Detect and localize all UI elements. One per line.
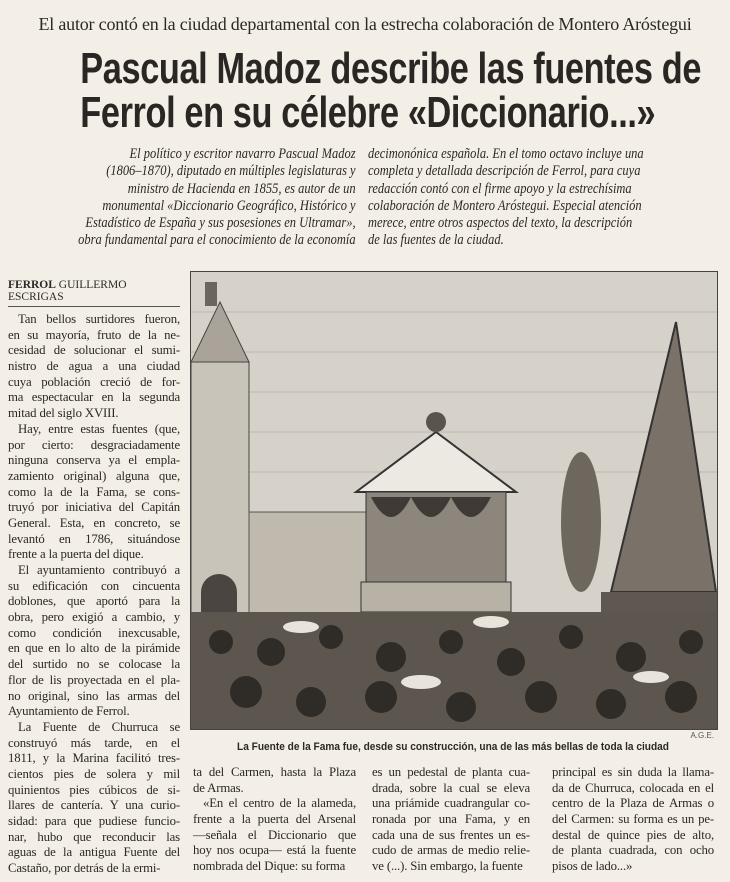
text-line: en que en lo alto de la pirámide (8, 641, 180, 656)
text-line: cientos pies de solera y mil (8, 766, 180, 781)
text-line: El ayuntamiento contribuyó a (18, 563, 180, 577)
deck-line: completa y detallada descripción de Ferrol, para cuya (368, 163, 641, 180)
photo-caption: La Fuente de la Fama fue, desde su construcción, una de las más bellas de toda la ciudad (237, 741, 669, 753)
paragraph (8, 422, 180, 563)
deck-left (33, 146, 356, 250)
text-line: principal es sin duda la llama- (552, 765, 714, 779)
byline-author: GUILLERMO ESCRIGAS (8, 279, 127, 303)
text-line: flor de lis proyectada en el pla- (8, 672, 180, 687)
body-column-2 (193, 765, 356, 875)
text-line: por cierto: desgraciadamente (8, 437, 180, 452)
text-line: drada, sobre la cual se eleva (372, 780, 530, 795)
text-line: cesidad de solucionar el sumi- (8, 343, 180, 358)
text-line: del surtido no se colocase la (8, 657, 180, 672)
photo-credit: A.G.E. (690, 731, 714, 740)
deck-line: monumental «Diccionario Geográfico, Histórico y (102, 197, 357, 214)
text-line: como condición inexcusable, (8, 625, 180, 640)
text-line: una priámide cuadrangular co- (372, 796, 530, 811)
body-column-1 (8, 312, 180, 877)
text-line: no original, sino las armas del (8, 688, 180, 703)
text-line: Castaño, por detrás de la ermi- (8, 861, 161, 876)
text-line: «En el centro de la alameda, (203, 796, 356, 811)
headline-line-1: Pascual Madoz describe las fuentes de (80, 44, 702, 93)
text-line: sidad: para que pudiese funcio- (8, 814, 180, 828)
text-line: 1811, y la Marina facilitó tres- (8, 751, 180, 766)
text-line: llares de cantería. Y una curio- (8, 798, 180, 813)
paragraph (8, 563, 180, 720)
text-line: como la de la Fama, se cons- (8, 484, 180, 499)
deck-line: de las fuentes de la ciudad. (368, 232, 504, 249)
text-line: cada una de sus frentes un es- (372, 827, 530, 842)
text-line: da de Churruca, colocada en el (552, 780, 714, 795)
paragraph (372, 765, 530, 875)
deck-line: obra fundamental para el conocimiento de la economía (78, 232, 356, 249)
text-line: es un pedestal de planta cua- (372, 765, 530, 779)
paragraph (193, 765, 356, 796)
text-line: en su mayoría, fruto de la ne- (8, 327, 180, 342)
byline-place: FERROL (8, 279, 56, 291)
text-line: obra, pero exigió a cambio, y (8, 610, 180, 625)
text-line: Ayuntamiento de Ferrol. (8, 704, 130, 719)
text-line: frente a la puerta del Arsenal (193, 812, 356, 827)
deck-line: merece, entre otros aspectos del texto, la descripción (368, 215, 633, 232)
paragraph (8, 720, 180, 877)
deck-line: colaboración de Montero Aróstegui. Especial atención (368, 197, 642, 214)
paragraph (552, 765, 714, 875)
text-line: nistro de agua a una ciudad (8, 359, 180, 374)
text-line: ta del Carmen, hasta la Plaza (193, 765, 356, 779)
body-column-3 (372, 765, 530, 875)
text-line: —señala el Diccionario que (193, 827, 356, 842)
text-line: del Carmen: su forma es un pe- (552, 812, 714, 827)
text-line: quinientos pies cúbicos de si- (8, 782, 180, 797)
text-line: Tan bellos surtidores fueron, (18, 312, 180, 326)
text-line: cudo de armas de medio relie- (372, 843, 530, 858)
text-line: General. Esta, en concreto, se (8, 515, 180, 530)
deck-right (368, 146, 689, 250)
text-line: levantó en 1786, situándose (8, 531, 180, 546)
text-line: truyó por iniciativa del Capitán (8, 500, 180, 515)
text-line: ve (...). Sin embargo, la fuente (372, 859, 523, 874)
text-line: centro de la Plaza de Armas o (552, 796, 714, 811)
byline (8, 279, 180, 307)
text-line: doblones, que aportó para la (8, 594, 180, 609)
text-line: su edificación con cincuenta (8, 578, 180, 593)
text-line: ronada por una Fama, y en (372, 812, 530, 827)
deck-line: El político y escritor navarro Pascual Madoz (129, 146, 356, 162)
text-line: cuya población creció de for- (8, 374, 180, 389)
deck-line: ministro de Hacienda en 1855, es autor de un (128, 180, 356, 197)
illustration-fuente-de-la-fama (190, 271, 718, 730)
body-column-4 (552, 765, 714, 875)
text-line: aguas de la antigua Fuente del (8, 845, 180, 860)
paragraph (8, 312, 180, 422)
text-line: nar, hubo que reconducir las (8, 829, 180, 844)
deck-line: (1806–1870), diputado en múltiples legislaturas y (106, 163, 356, 180)
text-line: nombrada del Dique: su forma (193, 859, 346, 874)
text-line: La Fuente de Churruca se (18, 719, 180, 734)
text-line: ma espectacular en la segunda (8, 390, 180, 405)
text-line: Hay, entre estas fuentes (que, (18, 421, 180, 436)
text-line: pisos de lado...» (552, 859, 633, 874)
text-line: frente a la puerta del dique. (8, 547, 144, 562)
text-line: zamiento original) alguna que, (8, 468, 180, 483)
text-line: destal de quince pies de alto, (552, 827, 714, 842)
paragraph (193, 796, 356, 874)
kicker: El autor contó en la ciudad departamental con la estrecha colaboración de Montero Aróstegui (38, 14, 692, 34)
deck-line: decimonónica española. En el tomo octavo incluye una (368, 146, 644, 162)
headline-line-2: Ferrol en su célebre «Diccionario...» (80, 88, 656, 137)
text-line: ninguna conserva ya el empla- (8, 453, 180, 468)
text-line: hoy nos ocupa— está la fuente (193, 843, 356, 858)
text-line: de planta cuadrada, con ocho (552, 843, 714, 858)
deck-line: Estadístico de España y sus posesiones en Ultramar», (85, 215, 356, 232)
text-line: construyó más tarde, en el (8, 735, 180, 750)
text-line: de Armas. (193, 780, 244, 795)
engraving-image (191, 272, 717, 729)
text-line: mitad del siglo XVIII. (8, 406, 119, 421)
deck-line: redacción contó con el firme apoyo y la estrechísima (368, 180, 632, 197)
